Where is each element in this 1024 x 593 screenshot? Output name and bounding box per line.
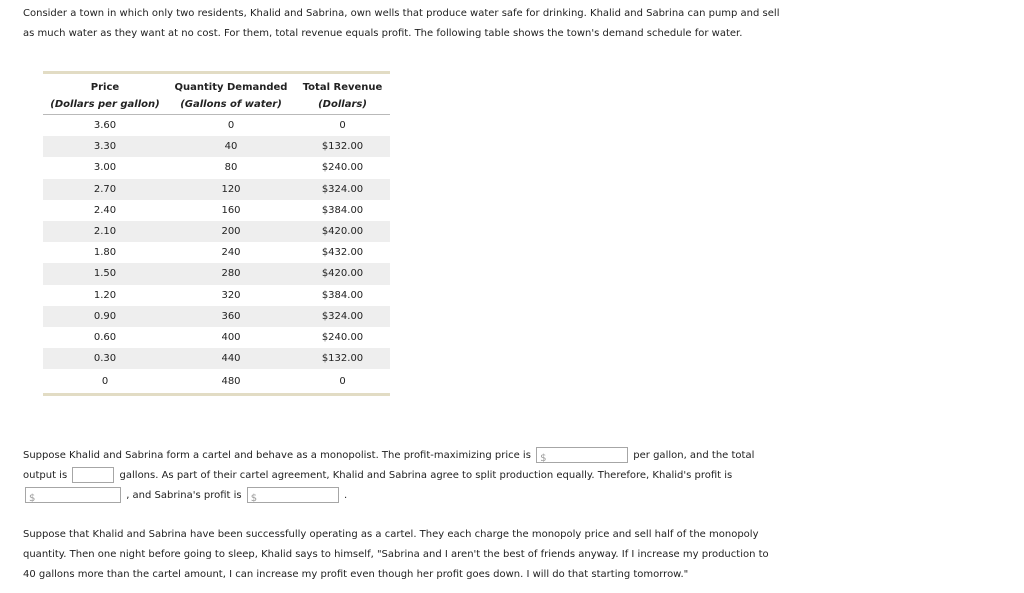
question1-text-1: Suppose Khalid and Sabrina form a cartel and behave as a monopolist. The profit-maximizing price is xyxy=(23,450,531,461)
price-cell: 1.80 xyxy=(93,247,117,259)
monopoly-price-input[interactable] xyxy=(536,447,628,463)
revenue-cell: $240.00 xyxy=(321,331,364,343)
revenue-cell: $420.00 xyxy=(295,263,390,284)
table-header-row xyxy=(43,73,390,96)
price-cell: 0.60 xyxy=(93,331,117,343)
revenue-cell: $384.00 xyxy=(321,204,364,216)
quantity-cell: 320 xyxy=(221,289,241,301)
price-cell: 0 xyxy=(101,375,109,387)
quantity-cell: 120 xyxy=(167,179,295,200)
table-row xyxy=(43,136,390,157)
revenue-cell: $132.00 xyxy=(295,136,390,157)
price-header: Price xyxy=(90,82,120,93)
quantity-cell: 40 xyxy=(167,136,295,157)
revenue-header: Total Revenue xyxy=(302,82,383,93)
table-row xyxy=(43,369,390,395)
question1-text-4: , and Sabrina's profit is xyxy=(126,490,242,501)
revenue-cell: $324.00 xyxy=(295,179,390,200)
quantity-cell: 360 xyxy=(167,306,295,327)
demand-schedule-table xyxy=(43,71,390,396)
price-cell: 2.70 xyxy=(43,179,167,200)
revenue-cell: $240.00 xyxy=(321,162,364,174)
price-unit-header: (Dollars per gallon) xyxy=(43,95,167,115)
quantity-cell: 400 xyxy=(221,331,241,343)
defection-question-paragraph: Suppose that Khalid and Sabrina have been successfully operating as a cartel. They each charge the monopoly price and sell half of the monopoly quantity. Then one night before going to sleep, Khalid says to himself, "Sabrina and I aren't the best of friends anyway. If I increase my production to 40 gallons more than the cartel amount, I can increase my profit even though her profit goes down. I will do that starting tomorrow." xyxy=(23,529,769,580)
quantity-header: Quantity Demanded xyxy=(174,82,288,93)
table-row xyxy=(43,200,390,221)
quantity-cell: 80 xyxy=(224,162,238,174)
price-cell: 3.60 xyxy=(93,120,117,132)
table-row xyxy=(43,242,390,263)
table-row xyxy=(43,348,390,369)
price-cell: 1.20 xyxy=(93,289,117,301)
table-row xyxy=(43,157,390,178)
revenue-cell: $132.00 xyxy=(295,348,390,369)
table-row xyxy=(43,179,390,200)
quantity-cell: 280 xyxy=(167,263,295,284)
quantity-cell: 440 xyxy=(167,348,295,369)
revenue-cell: $432.00 xyxy=(321,247,364,259)
revenue-cell: 0 xyxy=(339,375,346,387)
price-cell: 3.00 xyxy=(93,162,117,174)
price-cell: 1.50 xyxy=(43,263,167,284)
total-output-input[interactable] xyxy=(72,467,114,483)
quantity-unit-header: (Gallons of water) xyxy=(167,95,295,115)
price-cell: 2.10 xyxy=(43,221,167,242)
price-cell: 2.40 xyxy=(93,204,117,216)
cartel-question-paragraph xyxy=(23,446,783,506)
revenue-cell: $420.00 xyxy=(295,221,390,242)
intro-paragraph: Consider a town in which only two residents, Khalid and Sabrina, own wells that produce water safe for drinking. Khalid and Sabrina can pump and sell as much water as they want at no cost. For them, total revenue equals profit. The following table shows the town's demand schedule for water. xyxy=(23,8,780,39)
khalid-profit-input[interactable] xyxy=(25,487,121,503)
sabrina-profit-input[interactable] xyxy=(247,487,339,503)
quantity-cell: 160 xyxy=(221,204,241,216)
quantity-cell: 0 xyxy=(227,120,235,132)
question1-text-3: gallons. As part of their cartel agreement, Khalid and Sabrina agree to split production equally. Therefore, Khalid's profit is xyxy=(119,470,733,481)
table-row xyxy=(43,221,390,242)
table-row xyxy=(43,285,390,306)
table-unit-row xyxy=(43,95,390,115)
price-cell: 0.90 xyxy=(43,306,167,327)
question1-text-2: per gallon, and the total output is xyxy=(23,450,755,481)
revenue-cell: 0 xyxy=(339,120,346,132)
quantity-cell: 200 xyxy=(167,221,295,242)
quantity-cell: 240 xyxy=(221,247,241,259)
revenue-unit-header: (Dollars) xyxy=(295,95,390,115)
currency-prefix: $ xyxy=(540,453,547,464)
revenue-cell: $384.00 xyxy=(321,289,364,301)
table-row xyxy=(43,115,390,137)
table-row xyxy=(43,306,390,327)
table-body xyxy=(43,115,390,395)
currency-prefix: $ xyxy=(250,493,258,504)
revenue-cell: $324.00 xyxy=(295,306,390,327)
quantity-cell: 480 xyxy=(221,375,241,387)
currency-prefix: $ xyxy=(29,493,36,504)
table-row xyxy=(43,327,390,348)
table-row xyxy=(43,263,390,284)
question1-text-5: . xyxy=(343,490,348,501)
price-cell: 3.30 xyxy=(43,136,167,157)
price-cell: 0.30 xyxy=(43,348,167,369)
